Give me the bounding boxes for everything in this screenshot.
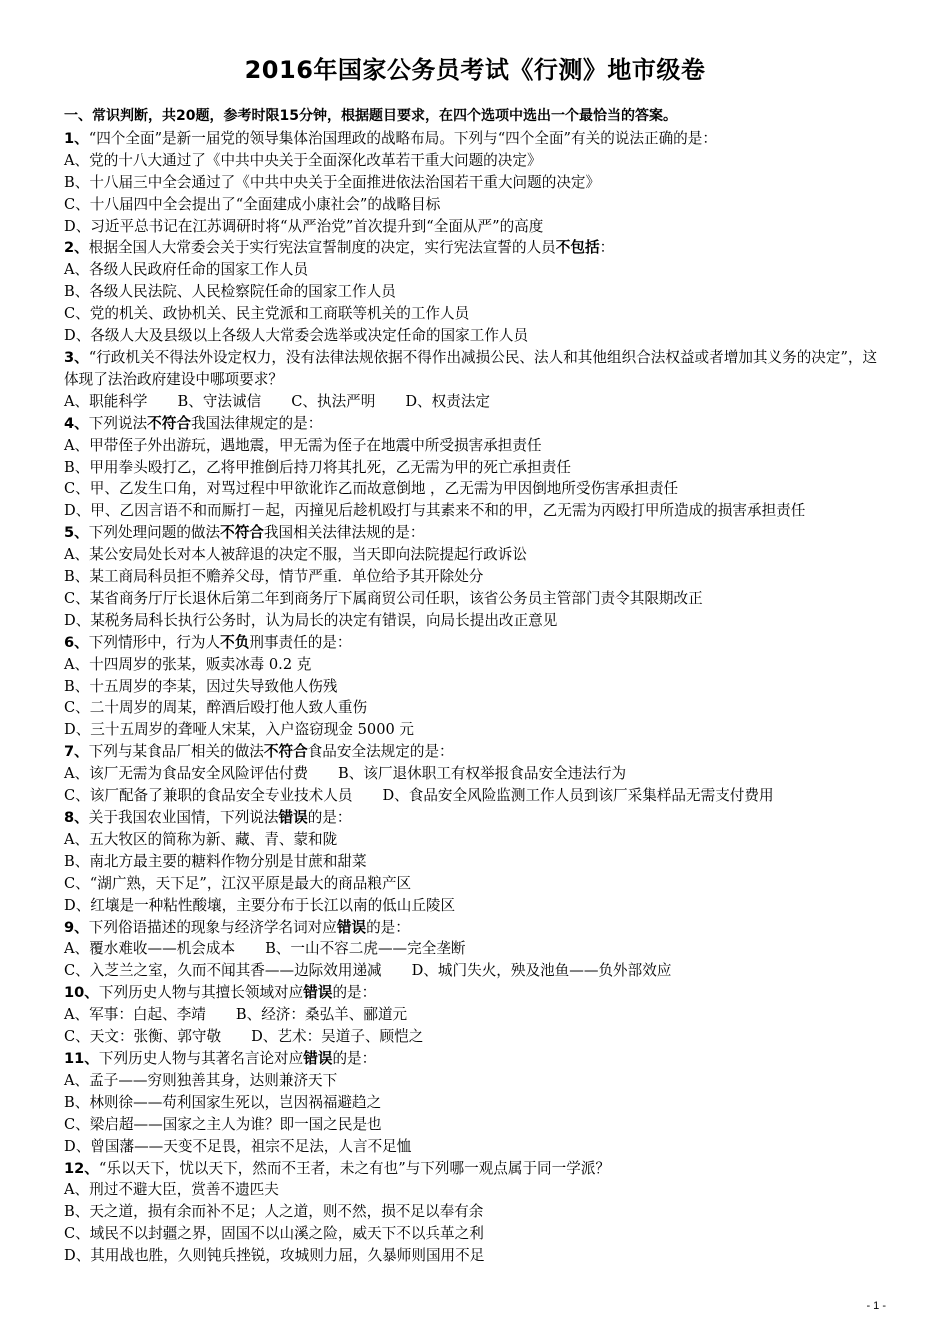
emphasis-keyword: 不符合	[220, 524, 264, 542]
question-text: 我国法律规定的是：	[190, 414, 323, 432]
answer-option: D、城门失火，殃及池鱼——负外部效应	[411, 962, 672, 980]
question-stem	[64, 1158, 890, 1180]
answer-option: C、梁启超——国家之主人为谁？即一国之民是也	[64, 1115, 382, 1133]
option-row	[64, 391, 890, 413]
answer-option: B、各级人民法院、人民检察院任命的国家工作人员	[64, 283, 396, 301]
emphasis-keyword: 不符合	[263, 743, 308, 761]
answer-option: C、该厂配备了兼职的食品安全专业技术人员	[64, 787, 353, 805]
answer-option: B、十八届三中全会通过了《中共中央关于全面推进依法治国若干重大问题的决定》	[64, 173, 601, 191]
question-text: 下列处理问题的做法	[88, 524, 221, 542]
question-text: 食品安全法规定的是：	[307, 743, 454, 761]
answer-option: A、孟子——穷则独善其身，达则兼济天下	[64, 1071, 338, 1089]
question-stem	[64, 522, 890, 544]
question-text: 根据全国人大常委会关于实行宪法宣誓制度的决定，实行宪法宣誓的人员	[88, 239, 556, 257]
question-stem	[64, 632, 890, 654]
emphasis-keyword: 不符合	[147, 414, 191, 432]
emphasis-keyword: 不负	[220, 633, 250, 651]
question-text: 下列说法	[88, 414, 148, 432]
option-row	[64, 763, 890, 785]
answer-option: B、甲用拳头殴打乙，乙将甲推倒后持刀将其扎死，乙无需为甲的死亡承担责任	[64, 458, 571, 476]
question-text: ：	[599, 239, 615, 257]
answer-option: C、二十周岁的周某，醉酒后殴打他人致人重伤	[64, 699, 368, 717]
answer-option: D、各级人大及县级以上各级人大常委会选举或决定任命的国家工作人员	[64, 327, 529, 345]
answer-option: A、军事：白起、李靖	[64, 1006, 206, 1024]
emphasis-keyword: 错误	[336, 918, 367, 936]
answer-option: D、甲、乙因言语不和而厮打－起，丙撞见后趁机殴打与其素来不和的甲，乙无需为丙殴打甲所造成的损害承担责任	[64, 502, 806, 520]
answer-option: B、林则徐——苟利国家生死以，岂因祸福避趋之	[64, 1093, 382, 1111]
answer-option: B、经济：桑弘羊、郦道元	[235, 1006, 408, 1024]
document-title: 2016年国家公务员考试《行测》地市级卷	[244, 56, 706, 84]
emphasis-keyword: 错误	[278, 809, 308, 826]
question-text: 关于我国农业国情，下列说法	[88, 809, 279, 826]
answer-option: C、执法严明	[291, 392, 376, 410]
question-number: 3、	[64, 348, 89, 366]
answer-option: B、一山不容二虎——完全垄断	[265, 940, 466, 958]
answer-option: D、曾国藩——天变不足畏，祖宗不足法，人言不足恤	[64, 1137, 412, 1155]
question-stem	[64, 741, 890, 763]
question-stem	[64, 347, 890, 391]
answer-option: D、红壤是一种粘性酸壤，主要分布于长江以南的低山丘陵区	[64, 896, 456, 914]
question-number: 4、	[64, 414, 89, 432]
answer-option: B、守法诚信	[177, 392, 262, 410]
answer-option: C、甲、乙发生口角，对骂过程中甲欲讹诈乙而故意倒地 ，乙无需为甲因倒地所受伤害承担责任	[64, 480, 679, 498]
question-number: 9、	[64, 918, 89, 936]
question-text: “行政机关不得法外设定权力，没有法律法规依据不得作出减损公民、法人和其他组织合法权益或者增加其义务的决定”，这体现了法治政府建设中哪项要求？	[64, 348, 878, 388]
question-text: “乐以天下，忧以天下，然而不王者，未之有也”与下列哪一观点属于同一学派？	[98, 1159, 611, 1177]
question-number: 1、	[64, 129, 89, 147]
answer-option: D、习近平总书记在江苏调研时将“从严治党”首次提升到“全面从严”的高度	[64, 217, 544, 235]
answer-option: A、十四周岁的张某，贩卖冰毒 0.2 克	[64, 655, 312, 673]
answer-option: A、五大牧区的简称为新、藏、青、蒙和陇	[64, 830, 338, 848]
answer-option: A、该厂无需为食品安全风险评估付费	[64, 765, 309, 783]
answer-option: C、十八届四中全会提出了“全面建成小康社会”的战略目标	[64, 195, 441, 213]
option-row	[64, 938, 890, 960]
answer-option: A、甲带侄子外出游玩，遇地震，甲无需为侄子在地震中所受损害承担责任	[64, 436, 542, 454]
question-stem	[64, 237, 890, 259]
emphasis-keyword: 不包括	[555, 239, 600, 257]
answer-option: A、某公安局处长对本人被辞退的决定不服，当天即向法院提起行政诉讼	[64, 546, 527, 564]
answer-option: B、天之道，损有余而补不足；人之道，则不然，损不足以奉有余	[64, 1203, 484, 1221]
answer-option: B、该厂退休职工有权举报食品安全违法行为	[338, 765, 627, 783]
answer-option: B、南北方最主要的糖料作物分别是甘蔗和甜菜	[64, 852, 367, 870]
answer-option: C、天文：张衡、郭守敬	[64, 1028, 222, 1046]
answer-option: A、党的十八大通过了《中共中央关于全面深化改革若干重大问题的决定》	[64, 151, 542, 169]
section-heading: 一、常识判断，共20题，参考时限15分钟，根据题目要求，在四个选项中选出一个最恰当的答案。	[64, 108, 677, 124]
answer-option: C、党的机关、政协机关、民主党派和工商联等机关的工作人员	[64, 305, 470, 323]
option-row	[64, 1026, 890, 1048]
answer-option: A、刑过不避大臣，赏善不遗匹夫	[64, 1181, 279, 1199]
question-text: 的是：	[366, 918, 410, 936]
answer-option: D、某税务局科长执行公务时，认为局长的决定有错误，向局长提出改正意见	[64, 611, 558, 629]
question-text: 我国相关法律法规的是：	[263, 524, 425, 542]
question-stem	[64, 982, 890, 1004]
answer-option: C、域民不以封疆之界，固国不以山溪之险，威天下不以兵革之利	[64, 1225, 484, 1243]
page-number: - 1 -	[866, 1300, 886, 1312]
answer-option: A、覆水难收——机会成本	[64, 940, 236, 958]
question-number: 12、	[64, 1159, 99, 1177]
option-row	[64, 1004, 890, 1026]
answer-option: A、职能科学	[64, 392, 148, 410]
question-number: 6、	[64, 633, 89, 651]
question-text: “四个全面”是新一届党的领导集体治国理政的战略布局。下列与“四个全面”有关的说法正确的是：	[88, 129, 717, 147]
emphasis-keyword: 错误	[303, 1049, 333, 1067]
question-stem	[64, 807, 890, 829]
answer-option: D、三十五周岁的聋哑人宋某，入户盗窃现金 5000 元	[64, 721, 414, 739]
option-row	[64, 960, 890, 982]
question-text: 下列历史人物与其擅长领域对应	[98, 984, 304, 1002]
answer-option: C、“湖广熟，天下足”，江汉平原是最大的商品粮产区	[64, 874, 412, 892]
question-stem	[64, 1048, 890, 1070]
question-text: 下列历史人物与其著名言论对应	[98, 1049, 304, 1067]
emphasis-keyword: 错误	[303, 984, 333, 1002]
answer-option: B、某工商局科员拒不赡养父母，情节严重．单位给予其开除处分	[64, 568, 484, 586]
question-number: 8、	[64, 809, 89, 826]
option-row	[64, 785, 890, 807]
answer-option: B、十五周岁的李某，因过失导致他人伤残	[64, 677, 338, 695]
question-text: 刑事责任的是：	[249, 633, 352, 651]
question-number: 5、	[64, 524, 89, 542]
question-number: 7、	[64, 743, 89, 761]
question-list	[64, 106, 890, 1267]
question-text: 下列俗语描述的现象与经济学名词对应	[88, 918, 337, 936]
question-text: 下列与某食品厂相关的做法	[88, 743, 264, 761]
question-text: 的是：	[332, 984, 377, 1002]
question-stem	[64, 128, 890, 150]
answer-option: D、权责法定	[405, 392, 491, 410]
question-number: 11、	[64, 1049, 99, 1067]
question-text: 的是：	[332, 1049, 377, 1067]
answer-option: C、某省商务厅厅长退休后第二年到商务厅下属商贸公司任职，该省公务员主管部门责令其限期改正	[64, 589, 703, 607]
answer-option: D、艺术：吴道子、顾恺之	[251, 1028, 424, 1046]
answer-option: C、入芝兰之室，久而不闻其香——边际效用递减	[64, 962, 382, 980]
answer-option: A、各级人民政府任命的国家工作人员	[64, 261, 309, 279]
question-text: 下列情形中，行为人	[88, 633, 221, 651]
answer-option: D、其用战也胜，久则钝兵挫锐，攻城则力屈，久暴师则国用不足	[64, 1247, 485, 1265]
question-number: 2、	[64, 239, 89, 257]
question-number: 10、	[64, 984, 99, 1002]
answer-option: D、食品安全风险监测工作人员到该厂采集样品无需支付费用	[382, 787, 774, 805]
question-text: 的是：	[307, 809, 352, 826]
question-stem	[64, 413, 890, 435]
question-stem	[64, 917, 890, 939]
